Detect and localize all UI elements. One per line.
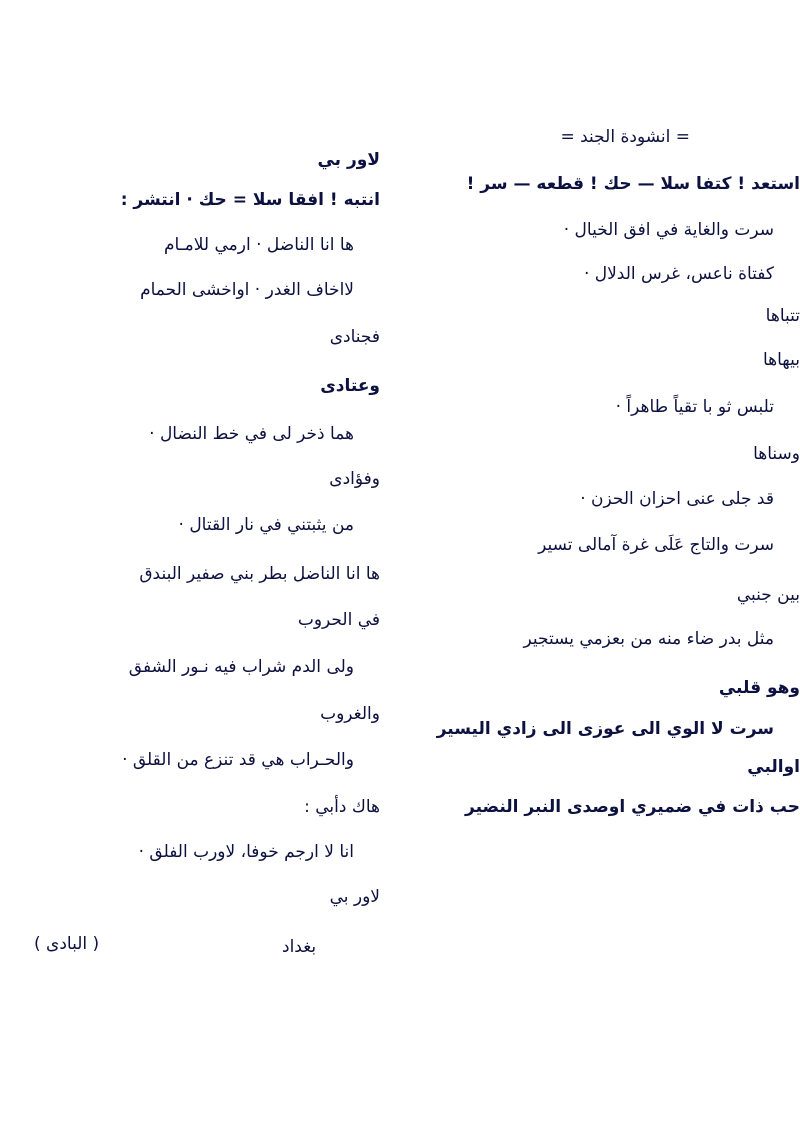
right-column	[436, 0, 800, 1000]
poem-line: انا لا ارجم خوفا، لاورب الفلق ·	[138, 842, 354, 862]
poem-line: بيهاها	[762, 350, 800, 370]
poem-line: لااخاف الغدر · اواخشى الحمام	[140, 280, 354, 300]
poem-line: في الحروب	[297, 610, 380, 630]
footer-place: بغداد	[282, 937, 317, 957]
poem-line: سرت لا الوي الى عوزى الى زادي اليسير	[436, 719, 774, 739]
poem-line: استعد ! كتفا سلا — حك ! قطعه — سر !	[466, 174, 800, 194]
poem-line: هاك دأبي :	[304, 797, 380, 817]
poem-line: مثل بدر ضاء منه من بعزمي يستجير	[523, 629, 774, 649]
poem-line: سرت والغاية في افق الخيال ·	[563, 220, 774, 240]
poem-line: وفؤادى	[329, 469, 380, 489]
poem-line: وعتادى	[320, 376, 380, 396]
poem-line: سرت والتاج عَلَى غرة آمالى تسير	[538, 535, 774, 555]
poem-line: ها انا الناضل بطر بني صفير البندق	[139, 564, 380, 584]
poem-line: فجنادى	[329, 327, 380, 347]
poem-line: من يثبتني في نار القتال ·	[178, 515, 354, 535]
poem-line: بين جنبي	[736, 585, 800, 605]
poem-line: ولى الدم شراب فيه نـور الشفق	[128, 657, 354, 677]
left-column	[20, 0, 380, 1000]
poem-line: تلبس ثو با تقياً طاهراً ·	[615, 397, 774, 417]
poem-line: وهو قلبي	[718, 678, 800, 698]
poem-line: قد جلى عنى احزان الحزن ·	[580, 489, 774, 509]
poem-refrain: لاور بي	[317, 150, 380, 170]
poem-line: هما ذخر لى في خط النضال ·	[149, 424, 354, 444]
footer-author: ( البادى )	[34, 934, 100, 954]
poem-refrain: لاور بي	[329, 887, 380, 907]
poem-line: ها انا الناضل · ارمي للامـام	[163, 235, 354, 255]
poem-line: انتبه ! افقا سلا = حك · انتشر :	[120, 190, 380, 210]
poem-line: والحـراب هي قد تنزع من القلق ·	[122, 750, 354, 770]
poem-line: حب ذات في ضميري اوصدى النبر النضير	[465, 797, 800, 817]
poem-line: اوالبي	[747, 757, 800, 777]
poem-title: = انشودة الجند =	[560, 127, 690, 147]
poem-line: والغروب	[320, 704, 380, 724]
poem-line: وسناها	[753, 444, 800, 464]
poem-line: كفتاة ناعس، غرس الدلال ·	[583, 264, 774, 284]
poem-line: تتباها	[765, 306, 800, 326]
